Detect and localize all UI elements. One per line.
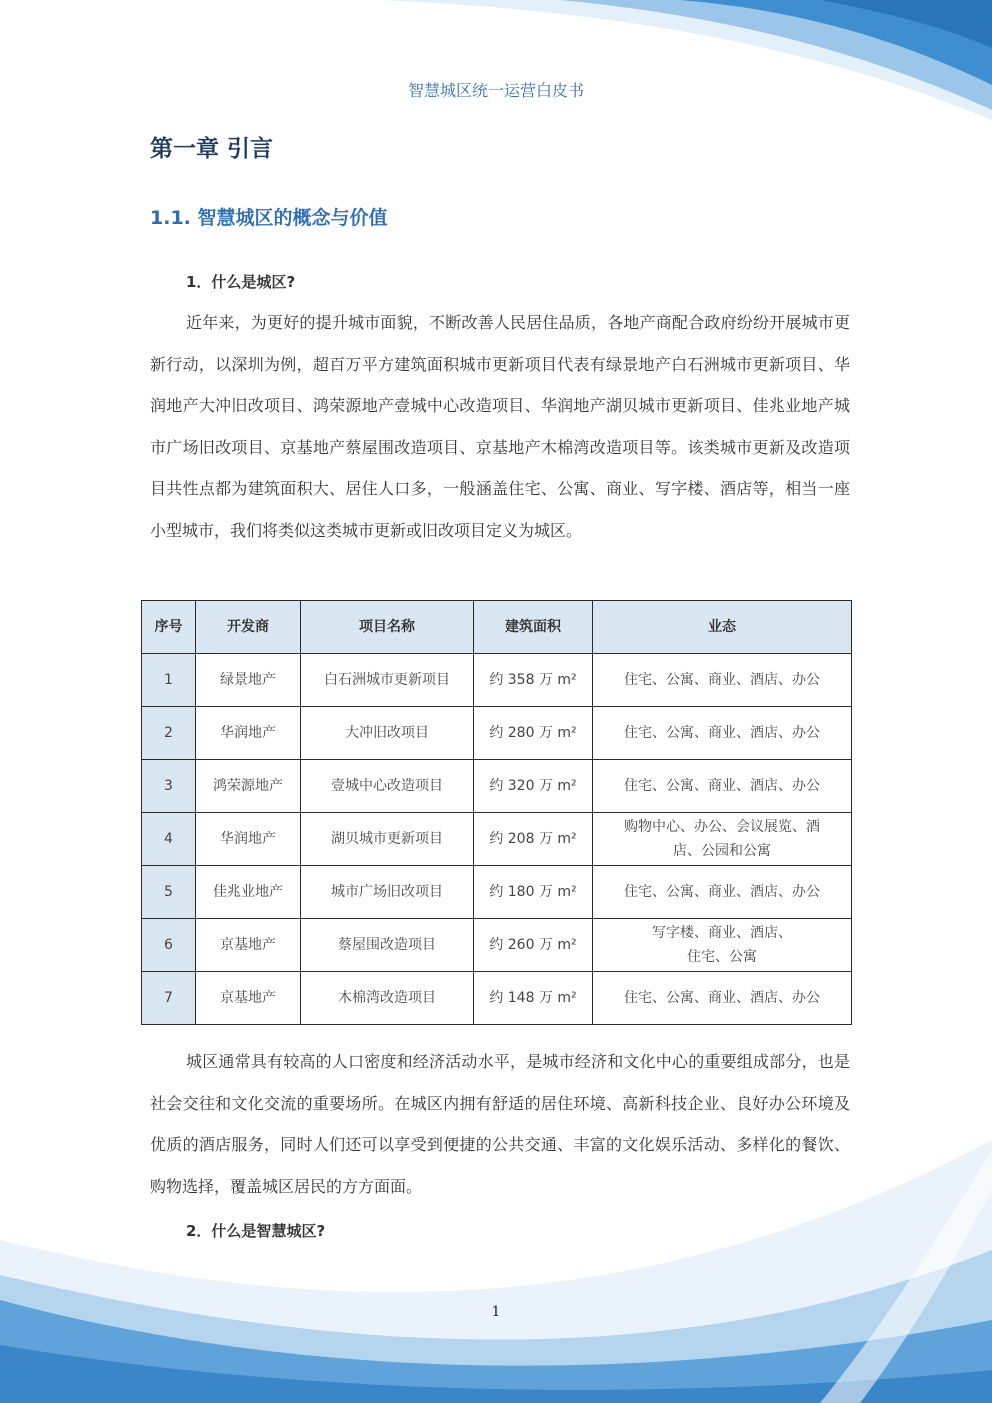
cell-area: 约 280 万 m² bbox=[474, 707, 593, 760]
header-area: 建筑面积 bbox=[474, 601, 593, 654]
cell-developer: 京基地产 bbox=[196, 919, 301, 972]
table-row bbox=[142, 866, 852, 919]
cell-no: 1 bbox=[142, 654, 196, 707]
chapter-title: 第一章 引言 bbox=[150, 136, 274, 162]
question-1-heading: 1．什么是城区? bbox=[186, 273, 296, 291]
paragraph-city-district: 城区通常具有较高的人口密度和经济活动水平，是城市经济和文化中心的重要组成部分，也是社会交往和文化交流的重要场所。在城区内拥有舒适的居住环境、高新科技企业、良好办公环境及优质的酒店服务，同时人们还可以享受到便捷的公共交通、丰富的文化娱乐活动、多样化的餐饮、购物选择，覆盖城区居民的方方面面。 bbox=[150, 1052, 850, 1196]
table-row bbox=[142, 654, 852, 707]
cell-format: 住宅、公寓、商业、酒店、办公 bbox=[593, 866, 852, 919]
cell-format: 住宅、公寓、商业、酒店、办公 bbox=[593, 654, 852, 707]
cell-no: 5 bbox=[142, 866, 196, 919]
cell-no: 3 bbox=[142, 760, 196, 813]
header-no: 序号 bbox=[142, 601, 196, 654]
cell-no: 4 bbox=[142, 813, 196, 866]
cell-project: 蔡屋围改造项目 bbox=[301, 919, 474, 972]
cell-project: 壹城中心改造项目 bbox=[301, 760, 474, 813]
paragraph-intro: 近年来，为更好的提升城市面貌，不断改善人民居住品质，各地产商配合政府纷纷开展城市更新行动，以深圳为例，超百万平方建筑面积城市更新项目代表有绿景地产白石洲城市更新项目、华润地产大冲旧改项目、鸿荣源地产壹城中心改造项目、华润地产湖贝城市更新项目、佳兆业地产城市广场旧改项目、京基地产蔡屋围改造项目、京基地产木棉湾改造项目等。该类城市更新及改造项目共性点都为建筑面积大、居住人口多，一般涵盖住宅、公寓、商业、写字楼、酒店等，相当一座小型城市，我们将类似这类城市更新或旧改项目定义为城区。 bbox=[150, 313, 850, 540]
cell-no: 7 bbox=[142, 972, 196, 1025]
section-title: 1.1. 智慧城区的概念与价值 bbox=[150, 207, 388, 229]
cell-developer: 华润地产 bbox=[196, 813, 301, 866]
cell-area: 约 260 万 m² bbox=[474, 919, 593, 972]
cell-project: 木棉湾改造项目 bbox=[301, 972, 474, 1025]
header-project: 项目名称 bbox=[301, 601, 474, 654]
cell-format: 住宅、公寓、商业、酒店、办公 bbox=[593, 707, 852, 760]
table-header-row bbox=[142, 601, 852, 654]
cell-format: 住宅、公寓、商业、酒店、办公 bbox=[593, 760, 852, 813]
running-header: 智慧城区统一运营白皮书 bbox=[407, 81, 584, 100]
cell-format: 住宅、公寓、商业、酒店、办公 bbox=[593, 972, 852, 1025]
cell-area: 约 358 万 m² bbox=[474, 654, 593, 707]
table-row bbox=[142, 707, 852, 760]
cell-no: 2 bbox=[142, 707, 196, 760]
cell-developer: 佳兆业地产 bbox=[196, 866, 301, 919]
cell-format: 购物中心、办公、会议展览、酒店、公园和公寓 bbox=[593, 813, 852, 866]
cell-project: 白石洲城市更新项目 bbox=[301, 654, 474, 707]
cell-developer: 鸿荣源地产 bbox=[196, 760, 301, 813]
cell-area: 约 180 万 m² bbox=[474, 866, 593, 919]
cell-developer: 绿景地产 bbox=[196, 654, 301, 707]
table-row bbox=[142, 813, 852, 866]
table-row bbox=[142, 919, 852, 972]
header-format: 业态 bbox=[593, 601, 852, 654]
cell-area: 约 148 万 m² bbox=[474, 972, 593, 1025]
cell-no: 6 bbox=[142, 919, 196, 972]
cell-project: 城市广场旧改项目 bbox=[301, 866, 474, 919]
header-developer: 开发商 bbox=[196, 601, 301, 654]
cell-project: 湖贝城市更新项目 bbox=[301, 813, 474, 866]
table-row bbox=[142, 760, 852, 813]
page-number: 1 bbox=[491, 1304, 501, 1320]
cell-developer: 京基地产 bbox=[196, 972, 301, 1025]
cell-area: 约 320 万 m² bbox=[474, 760, 593, 813]
cell-format: 写字楼、商业、酒店、住宅、公寓 bbox=[593, 919, 852, 972]
cell-developer: 华润地产 bbox=[196, 707, 301, 760]
projects-table bbox=[141, 600, 852, 1025]
cell-area: 约 208 万 m² bbox=[474, 813, 593, 866]
question-2-heading: 2．什么是智慧城区? bbox=[186, 1222, 326, 1240]
table-row bbox=[142, 972, 852, 1025]
cell-project: 大冲旧改项目 bbox=[301, 707, 474, 760]
